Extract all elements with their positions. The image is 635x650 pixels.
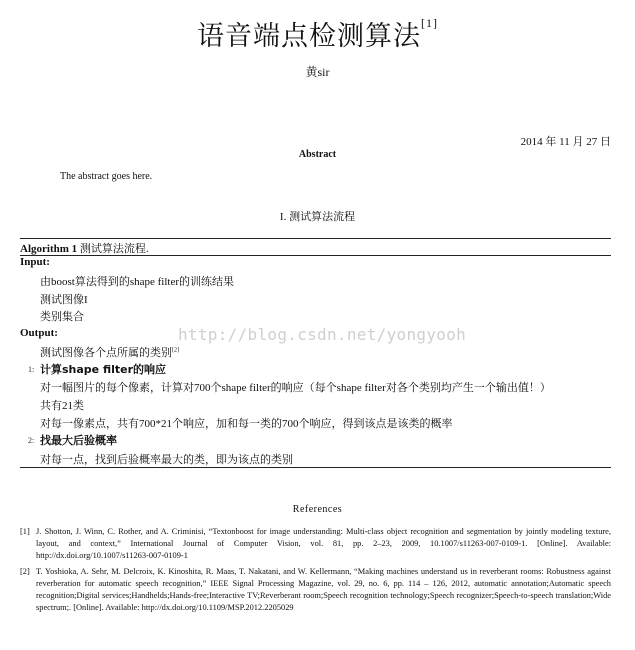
output-text: 测试图像各个点所属的类别 bbox=[40, 347, 172, 359]
reference-text: J. Shotton, J. Winn, C. Rother, and A. Criminisi, “Textonboost for image understanding: Multi-class object recognition and segmentation by jointly modeling texture, layout, and context,” International Journal of Computer Vision, vol. 81, pp. 2–23, 2009, 10.1007/s11263-007-0109-1. [Online]. Available: http://dx.doi.org/10.1007/s11263-007-0109-1 bbox=[36, 527, 611, 560]
reference-item bbox=[20, 526, 611, 562]
paper-title bbox=[0, 14, 635, 53]
abstract-heading: Abstract bbox=[298, 149, 337, 160]
input-item: 测试图像I bbox=[40, 294, 88, 306]
input-item: 由boost算法得到的shape filter的训练结果 bbox=[40, 276, 235, 288]
author: 黄sir bbox=[305, 65, 330, 79]
algorithm-top-rule bbox=[20, 238, 611, 239]
step-line: 对每一点，找到后验概率最大的类，即为该点的类别 bbox=[40, 454, 293, 466]
watermark: http://blog.csdn.net/yongyooh bbox=[178, 325, 467, 344]
references-heading bbox=[0, 504, 635, 515]
reference-number: [2] bbox=[20, 567, 30, 576]
input-label: Input: bbox=[20, 256, 50, 268]
step-title: 找最大后验概率 bbox=[40, 434, 117, 447]
algorithm-caption bbox=[20, 240, 149, 256]
references-heading-text: References bbox=[292, 504, 343, 515]
algorithm-bottom-rule bbox=[20, 467, 611, 468]
algorithm-label: Algorithm 1 bbox=[20, 243, 78, 255]
step-line: 对每一像素点，共有700*21个响应，加和每一类的700个响应，得到该点是该类的概率 bbox=[40, 418, 453, 430]
abstract-body: The abstract goes here. bbox=[60, 171, 153, 182]
output-citation: [2] bbox=[172, 347, 179, 354]
algorithm-caption-rule bbox=[20, 255, 611, 256]
output-item bbox=[40, 344, 179, 360]
section-heading: I. 测试算法流程 bbox=[279, 211, 356, 223]
reference-number: [1] bbox=[20, 527, 30, 536]
step-number: 1: bbox=[28, 365, 35, 374]
reference-item bbox=[20, 566, 611, 614]
title-text: 语音端点检测算法 bbox=[197, 21, 421, 51]
title-citation: [1] bbox=[421, 16, 438, 30]
input-item: 类别集合 bbox=[40, 311, 84, 323]
step-title: 计算shape filter的响应 bbox=[40, 363, 167, 376]
algorithm-caption-text: 测试算法流程. bbox=[77, 243, 149, 255]
date: 2014 年 11 月 27 日 bbox=[520, 136, 611, 148]
reference-text: T. Yoshioka, A. Sehr, M. Delcroix, K. Kinoshita, R. Maas, T. Nakatani, and W. Kellermann, “Making machines understand us in reverberant rooms: Robustness against reverberation for automatic speech recognition,” IEEE Signal Processing Magazine, vol. 29, no. 6, pp. 114 – 126, 2012, automatic annotation;Automatic speech recognition;Digital services;Handhelds;Hands-free;Interactive TV;Reverberant room;Speech recognition technology;Speech recognizer;Speech-to-speech translation;Wide spectrum;. [Online]. Available: http://dx.doi.org/10.1109/MSP.2012.2205029 bbox=[36, 567, 611, 612]
output-label: Output: bbox=[20, 327, 58, 339]
step-line: 对一幅图片的每个像素，计算对700个shape filter的响应（每个shape filter对各个类别均产生一个输出值！） bbox=[40, 382, 551, 394]
step-number: 2: bbox=[28, 436, 35, 445]
step-line: 共有21类 bbox=[40, 400, 84, 412]
